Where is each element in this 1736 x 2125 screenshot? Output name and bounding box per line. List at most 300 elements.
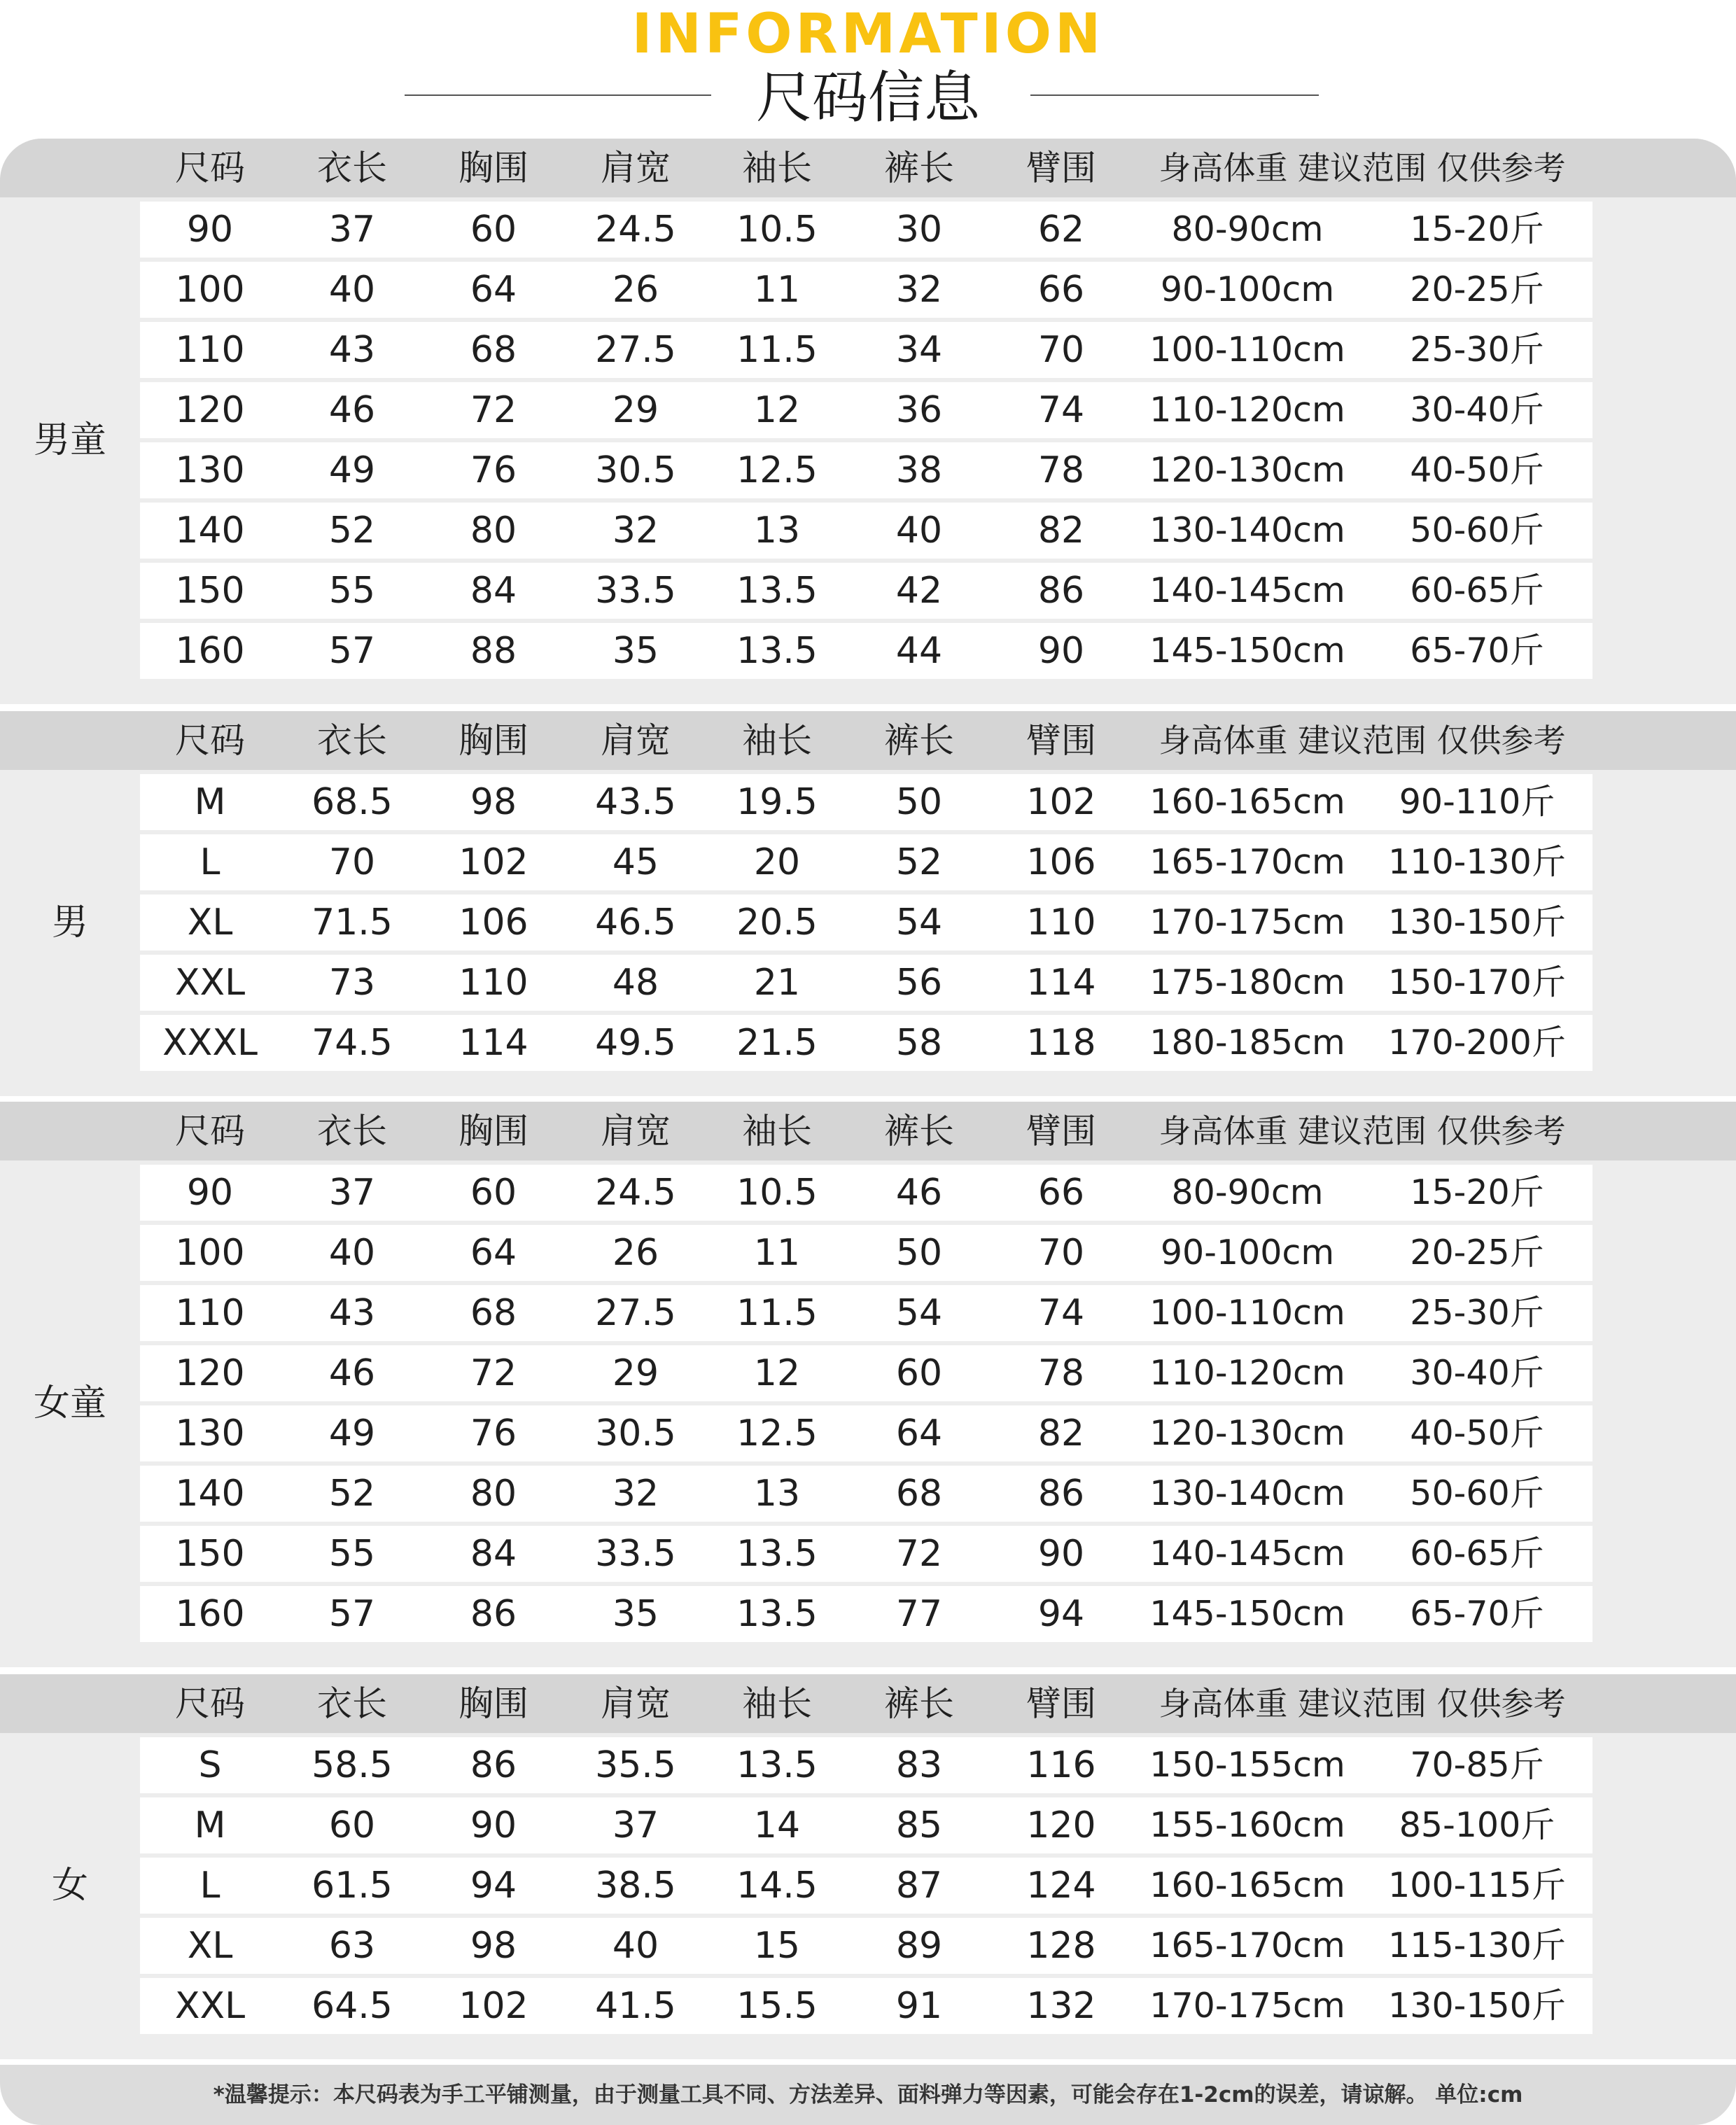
measure-cell: 11.5 [736,1292,818,1334]
measure-cell: 66 [1037,269,1085,311]
height-cell: 110-120cm [1149,1353,1345,1393]
table-row [140,955,1592,1011]
measure-cell: 27.5 [595,329,676,371]
measure-cell: 46 [328,1352,376,1394]
height-cell: 180-185cm [1149,1023,1345,1062]
measure-cell: 132 [1026,1985,1096,2027]
column-header: 肩宽 [601,148,671,188]
measure-cell: 42 [895,570,943,612]
measure-cell: 88 [470,630,517,672]
measure-cell: 86 [470,1744,517,1786]
height-cell: 145-150cm [1149,631,1345,671]
weight-cell: 65-70斤 [1410,631,1544,671]
measure-cell: 21.5 [736,1022,818,1064]
measure-cell: 68 [895,1473,943,1515]
column-header: 胸围 [458,720,528,761]
size-section [0,1674,1736,2059]
weight-cell: 150-170斤 [1388,962,1566,1002]
weight-cell: 50-60斤 [1410,1473,1544,1513]
measure-cell: 24.5 [595,209,676,251]
measure-cell: 36 [895,389,943,431]
measure-cell: 35 [612,1593,659,1635]
size-cell: 110 [175,1292,245,1334]
measure-cell: 68.5 [312,781,393,823]
measure-cell: 34 [895,329,943,371]
height-cell: 160-165cm [1149,782,1345,822]
measure-cell: 63 [328,1925,376,1967]
measure-cell: 13.5 [736,570,818,612]
size-cell: 130 [175,449,245,491]
table-row [140,1737,1592,1793]
measure-cell: 35 [612,630,659,672]
range-header: 身高体重 建议范围 仅供参考 [1158,722,1566,759]
column-header: 尺码 [175,1683,245,1724]
measure-cell: 68 [470,1292,517,1334]
measure-cell: 64 [470,269,517,311]
column-header: 衣长 [317,148,387,188]
measure-cell: 37 [612,1804,659,1846]
measure-cell: 52 [895,841,943,883]
size-cell: 160 [175,630,245,672]
measure-cell: 46.5 [595,902,676,944]
column-header: 裤长 [884,1683,954,1724]
measure-cell: 13.5 [736,1593,818,1635]
measure-cell: 60 [470,1172,517,1214]
measure-cell: 49 [328,1412,376,1454]
measure-cell: 12 [753,1352,801,1394]
measure-cell: 54 [895,1292,943,1334]
table-row [140,503,1592,559]
measure-cell: 21 [753,962,801,1004]
measure-cell: 57 [328,1593,376,1635]
table-row [140,1285,1592,1341]
column-header: 尺码 [175,720,245,761]
measure-cell: 70 [1037,1232,1085,1274]
measure-cell: 90 [1037,630,1085,672]
measure-cell: 106 [1026,841,1096,883]
table-row [140,834,1592,890]
measure-cell: 76 [470,1412,517,1454]
measure-cell: 57 [328,630,376,672]
measure-cell: 91 [895,1985,943,2027]
table-row [140,382,1592,438]
measure-cell: 77 [895,1593,943,1635]
measure-cell: 52 [328,510,376,552]
measure-cell: 86 [470,1593,517,1635]
height-cell: 90-100cm [1160,1233,1335,1272]
page-title-en: INFORMATION [631,3,1105,66]
column-header: 衣长 [317,1683,387,1724]
measure-cell: 78 [1037,1352,1085,1394]
measure-cell: 58.5 [312,1744,393,1786]
table-row [140,1586,1592,1642]
measure-cell: 46 [328,389,376,431]
measure-cell: 43.5 [595,781,676,823]
height-cell: 140-145cm [1149,570,1345,610]
column-header: 袖长 [742,1111,812,1151]
measure-cell: 124 [1026,1865,1096,1907]
measure-cell: 84 [470,570,517,612]
table-row [140,202,1592,258]
measure-cell: 110 [1026,902,1096,944]
measure-cell: 55 [328,1533,376,1575]
table-row [140,1405,1592,1461]
measure-cell: 64.5 [312,1985,393,2027]
range-header: 身高体重 建议范围 仅供参考 [1158,149,1566,187]
height-cell: 155-160cm [1149,1805,1345,1845]
measure-cell: 45 [612,841,659,883]
measure-cell: 32 [895,269,943,311]
measure-cell: 56 [895,962,943,1004]
height-cell: 175-180cm [1149,962,1345,1002]
height-cell: 100-110cm [1149,1293,1345,1333]
measure-cell: 102 [458,841,528,883]
size-cell: XXL [174,1985,246,2027]
measure-cell: 49 [328,449,376,491]
measure-cell: 86 [1037,570,1085,612]
column-header: 裤长 [884,1111,954,1151]
size-cell: 90 [186,209,234,251]
column-header: 袖长 [742,720,812,761]
height-cell: 130-140cm [1149,1473,1345,1513]
column-header: 裤长 [884,148,954,188]
column-header: 胸围 [458,1683,528,1724]
weight-cell: 90-110斤 [1399,782,1555,822]
table-row [140,1797,1592,1853]
measure-cell: 114 [1026,962,1096,1004]
measure-cell: 72 [470,389,517,431]
size-cell: XL [187,902,233,944]
table-row [140,1015,1592,1071]
measure-cell: 19.5 [736,781,818,823]
measure-cell: 15 [753,1925,801,1967]
height-cell: 80-90cm [1171,209,1324,249]
weight-cell: 115-130斤 [1388,1926,1566,1965]
size-cell: 100 [175,269,245,311]
weight-cell: 60-65斤 [1410,1534,1544,1573]
height-cell: 165-170cm [1149,842,1345,882]
column-header: 袖长 [742,148,812,188]
size-cell: 120 [175,389,245,431]
footer-note-text: *温馨提示：本尺码表为手工平铺测量，由于测量工具不同、方法差异、面料弹力等因素，可能会存在1-2cm的误差，请谅解。 单位:cm [213,2082,1523,2108]
size-cell: L [200,1865,220,1907]
measure-cell: 58 [895,1022,943,1064]
table-row [140,1918,1592,1974]
table-row [140,1225,1592,1281]
measure-cell: 61.5 [312,1865,393,1907]
measure-cell: 102 [458,1985,528,2027]
measure-cell: 120 [1026,1804,1096,1846]
measure-cell: 40 [328,269,376,311]
table-row [140,774,1592,830]
table-row [140,1466,1592,1522]
column-header: 臂围 [1026,1111,1096,1151]
size-cell: 90 [186,1172,234,1214]
measure-cell: 24.5 [595,1172,676,1214]
page-title: 尺码信息 [756,65,980,130]
measure-cell: 32 [612,1473,659,1515]
measure-cell: 85 [895,1804,943,1846]
column-header: 肩宽 [601,1111,671,1151]
measure-cell: 27.5 [595,1292,676,1334]
size-cell: S [198,1744,222,1786]
column-header: 胸围 [458,148,528,188]
weight-cell: 110-130斤 [1388,842,1566,882]
measure-cell: 48 [612,962,659,1004]
measure-cell: 83 [895,1744,943,1786]
height-cell: 170-175cm [1149,1986,1345,2026]
column-header: 裤长 [884,720,954,761]
column-header: 臂围 [1026,720,1096,761]
size-cell: M [194,1804,226,1846]
measure-cell: 30 [895,209,943,251]
column-header: 肩宽 [601,1683,671,1724]
footer-note [0,2065,1736,2125]
measure-cell: 62 [1037,209,1085,251]
measure-cell: 32 [612,510,659,552]
table-header [0,1102,1736,1160]
measure-cell: 74 [1037,1292,1085,1334]
measure-cell: 15.5 [736,1985,818,2027]
height-cell: 165-170cm [1149,1926,1345,1965]
size-cell: 140 [175,510,245,552]
measure-cell: 102 [1026,781,1096,823]
height-cell: 110-120cm [1149,390,1345,430]
measure-cell: 66 [1037,1172,1085,1214]
column-header: 胸围 [458,1111,528,1151]
column-header: 袖长 [742,1683,812,1724]
group-label: 女 [51,1865,88,1907]
measure-cell: 106 [458,902,528,944]
measure-cell: 20.5 [736,902,818,944]
measure-cell: 94 [1037,1593,1085,1635]
height-cell: 120-130cm [1149,450,1345,490]
measure-cell: 29 [612,389,659,431]
measure-cell: 10.5 [736,209,818,251]
size-section [0,711,1736,1096]
column-header: 衣长 [317,1111,387,1151]
measure-cell: 89 [895,1925,943,1967]
column-header: 臂围 [1026,1683,1096,1724]
measure-cell: 30.5 [595,449,676,491]
size-section [0,1102,1736,1667]
weight-cell: 30-40斤 [1410,1353,1544,1393]
measure-cell: 74.5 [312,1022,393,1064]
height-cell: 130-140cm [1149,510,1345,550]
weight-cell: 25-30斤 [1410,1293,1544,1333]
weight-cell: 130-150斤 [1388,1986,1566,2026]
measure-cell: 114 [458,1022,528,1064]
measure-cell: 60 [470,209,517,251]
height-cell: 170-175cm [1149,902,1345,942]
measure-cell: 71.5 [312,902,393,944]
measure-cell: 35.5 [595,1744,676,1786]
weight-cell: 130-150斤 [1388,902,1566,942]
measure-cell: 50 [895,781,943,823]
size-cell: 160 [175,1593,245,1635]
weight-cell: 70-85斤 [1410,1745,1544,1785]
size-cell: M [194,781,226,823]
measure-cell: 84 [470,1533,517,1575]
measure-cell: 13 [753,510,801,552]
weight-cell: 100-115斤 [1388,1865,1566,1905]
measure-cell: 43 [328,329,376,371]
measure-cell: 90 [470,1804,517,1846]
measure-cell: 12.5 [736,1412,818,1454]
weight-cell: 85-100斤 [1399,1805,1555,1845]
height-cell: 150-155cm [1149,1745,1345,1785]
weight-cell: 65-70斤 [1410,1594,1544,1634]
measure-cell: 98 [470,781,517,823]
weight-cell: 20-25斤 [1410,1233,1544,1272]
measure-cell: 12.5 [736,449,818,491]
measure-cell: 13 [753,1473,801,1515]
measure-cell: 49.5 [595,1022,676,1064]
measure-cell: 37 [328,1172,376,1214]
table-row [140,1165,1592,1221]
measure-cell: 38.5 [595,1865,676,1907]
measure-cell: 80 [470,510,517,552]
measure-cell: 64 [470,1232,517,1274]
measure-cell: 13.5 [736,630,818,672]
measure-cell: 11.5 [736,329,818,371]
group-label: 男童 [33,419,106,461]
measure-cell: 13.5 [736,1744,818,1786]
measure-cell: 14 [753,1804,801,1846]
measure-cell: 33.5 [595,570,676,612]
measure-cell: 55 [328,570,376,612]
weight-cell: 15-20斤 [1410,1172,1544,1212]
measure-cell: 118 [1026,1022,1096,1064]
title-rule-right [1030,94,1319,96]
weight-cell: 170-200斤 [1388,1023,1566,1062]
weight-cell: 50-60斤 [1410,510,1544,550]
measure-cell: 70 [328,841,376,883]
height-cell: 160-165cm [1149,1865,1345,1905]
measure-cell: 11 [753,269,801,311]
measure-cell: 13.5 [736,1533,818,1575]
column-header: 尺码 [175,148,245,188]
table-row [140,442,1592,498]
measure-cell: 86 [1037,1473,1085,1515]
size-section [0,139,1736,704]
weight-cell: 15-20斤 [1410,209,1544,249]
height-cell: 90-100cm [1160,269,1335,309]
column-header: 衣长 [317,720,387,761]
range-header: 身高体重 建议范围 仅供参考 [1158,1685,1566,1723]
measure-cell: 12 [753,389,801,431]
measure-cell: 87 [895,1865,943,1907]
measure-cell: 60 [895,1352,943,1394]
measure-cell: 80 [470,1473,517,1515]
table-header [0,1674,1736,1733]
measure-cell: 116 [1026,1744,1096,1786]
table-row [140,623,1592,679]
height-cell: 80-90cm [1171,1172,1324,1212]
weight-cell: 30-40斤 [1410,390,1544,430]
measure-cell: 38 [895,449,943,491]
measure-cell: 33.5 [595,1533,676,1575]
measure-cell: 90 [1037,1533,1085,1575]
measure-cell: 29 [612,1352,659,1394]
weight-cell: 40-50斤 [1410,450,1544,490]
measure-cell: 20 [753,841,801,883]
measure-cell: 54 [895,902,943,944]
measure-cell: 64 [895,1412,943,1454]
table-row [140,895,1592,951]
size-cell: 120 [175,1352,245,1394]
table-row [140,322,1592,378]
measure-cell: 60 [328,1804,376,1846]
measure-cell: 37 [328,209,376,251]
table-row [140,1858,1592,1914]
measure-cell: 94 [470,1865,517,1907]
size-cell: XXL [174,962,246,1004]
measure-cell: 72 [895,1533,943,1575]
size-cell: 100 [175,1232,245,1274]
height-cell: 100-110cm [1149,330,1345,370]
measure-cell: 44 [895,630,943,672]
measure-cell: 26 [612,269,659,311]
measure-cell: 70 [1037,329,1085,371]
measure-cell: 72 [470,1352,517,1394]
measure-cell: 46 [895,1172,943,1214]
measure-cell: 40 [328,1232,376,1274]
size-cell: 150 [175,1533,245,1575]
table-row [140,1526,1592,1582]
measure-cell: 74 [1037,389,1085,431]
weight-cell: 60-65斤 [1410,570,1544,610]
size-cell: L [200,841,220,883]
column-header: 臂围 [1026,148,1096,188]
measure-cell: 50 [895,1232,943,1274]
column-header: 肩宽 [601,720,671,761]
measure-cell: 41.5 [595,1985,676,2027]
size-cell: XXXL [162,1022,258,1064]
measure-cell: 128 [1026,1925,1096,1967]
height-cell: 145-150cm [1149,1594,1345,1634]
measure-cell: 14.5 [736,1865,818,1907]
measure-cell: 73 [328,962,376,1004]
size-cell: 110 [175,329,245,371]
measure-cell: 78 [1037,449,1085,491]
measure-cell: 68 [470,329,517,371]
height-cell: 140-145cm [1149,1534,1345,1573]
table-row [140,563,1592,619]
measure-cell: 43 [328,1292,376,1334]
measure-cell: 82 [1037,1412,1085,1454]
weight-cell: 20-25斤 [1410,269,1544,309]
size-cell: 140 [175,1473,245,1515]
group-label: 女童 [33,1382,106,1424]
table-row [140,1345,1592,1401]
height-cell: 120-130cm [1149,1413,1345,1453]
measure-cell: 40 [612,1925,659,1967]
measure-cell: 82 [1037,510,1085,552]
size-cell: 130 [175,1412,245,1454]
weight-cell: 40-50斤 [1410,1413,1544,1453]
measure-cell: 10.5 [736,1172,818,1214]
measure-cell: 98 [470,1925,517,1967]
measure-cell: 110 [458,962,528,1004]
measure-cell: 30.5 [595,1412,676,1454]
table-header [0,139,1736,197]
column-header: 尺码 [175,1111,245,1151]
measure-cell: 11 [753,1232,801,1274]
measure-cell: 76 [470,449,517,491]
size-cell: 150 [175,570,245,612]
table-row [140,262,1592,318]
